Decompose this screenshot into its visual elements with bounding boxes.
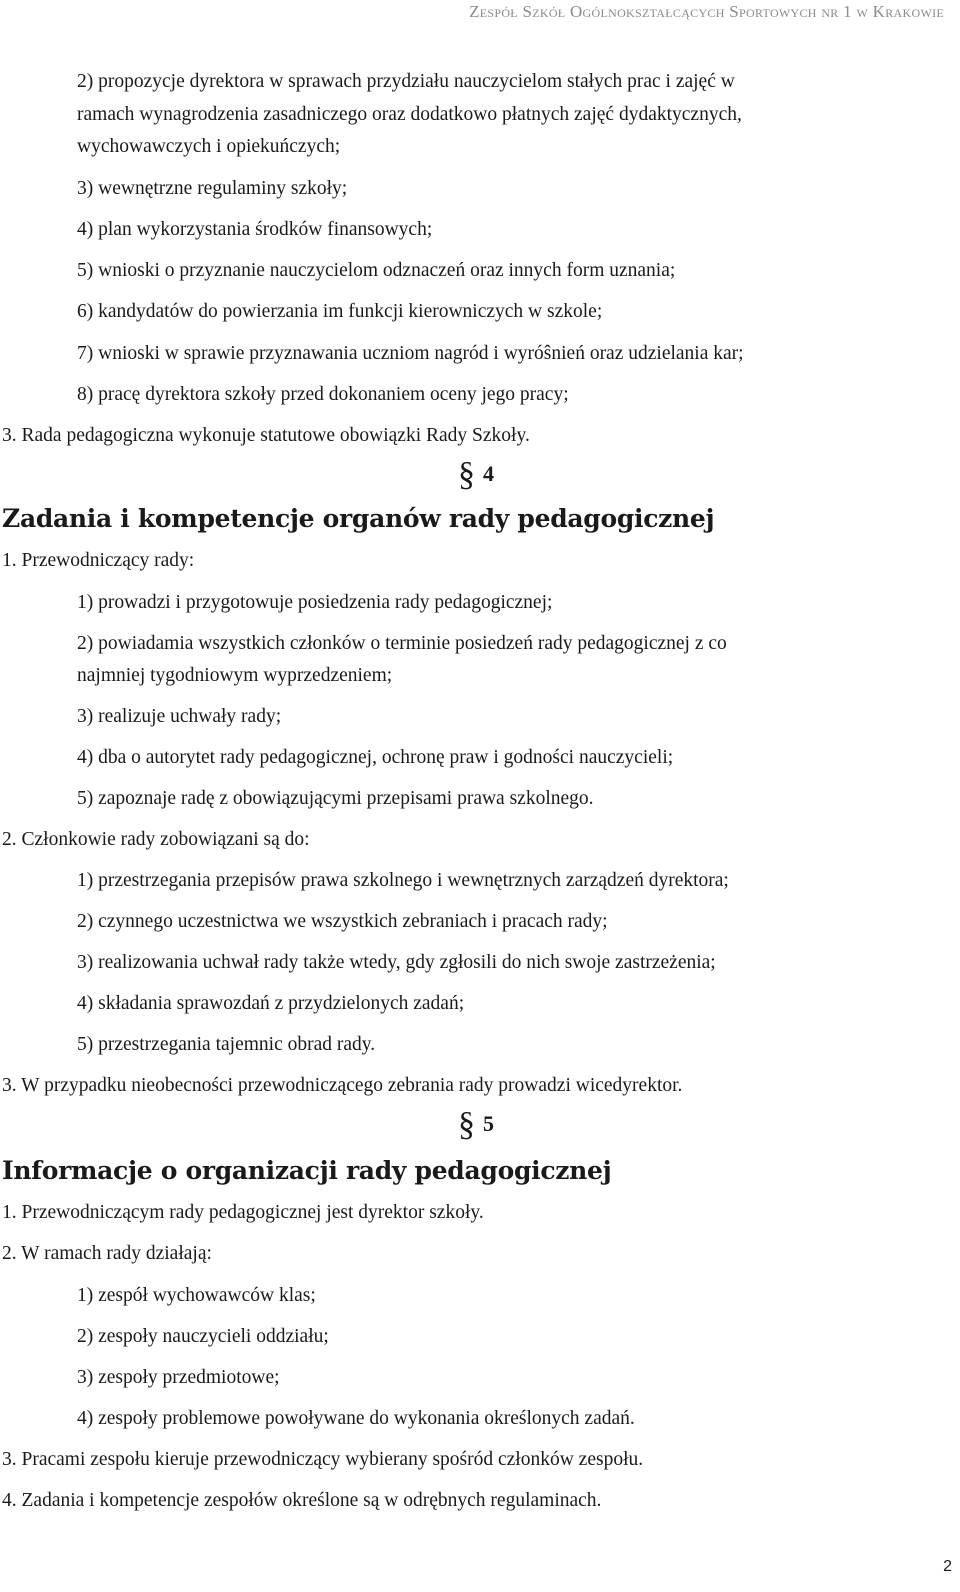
section-symbol: § xyxy=(458,1106,475,1143)
list-item: 3) realizowania uchwał rady także wtedy, gdy zgłosili do nich swoje zastrzeżenia; xyxy=(77,952,716,973)
list-item: 5) przestrzegania tajemnic obrad rady. xyxy=(77,1034,376,1055)
section-number-value: 5 xyxy=(483,1111,494,1136)
paragraph: 4. Zadania i kompetencje zespołów określone są w odrębnych regulaminach. xyxy=(2,1490,602,1511)
list-item: najmniej tygodniowym wyprzedzeniem; xyxy=(77,665,393,686)
section-symbol: § xyxy=(458,456,475,493)
section-heading: Informacje o organizacji rady pedagogicznej xyxy=(2,1156,612,1185)
paragraph: 1. Przewodniczącym rady pedagogicznej jest dyrektor szkoły. xyxy=(2,1202,484,1223)
section-number xyxy=(458,1106,494,1144)
list-item: 6) kandydatów do powierzania im funkcji kierowniczych w szkole; xyxy=(77,301,603,322)
section-number-value: 4 xyxy=(483,461,494,486)
paragraph: 2. W ramach rady działają: xyxy=(2,1243,212,1264)
list-item: 1) prowadzi i przygotowuje posiedzenia rady pedagogicznej; xyxy=(77,592,553,613)
list-item: ramach wynagrodzenia zasadniczego oraz dodatkowo płatnych zajęć dydaktycznych, xyxy=(77,104,742,125)
paragraph: 2. Członkowie rady zobowiązani są do: xyxy=(2,829,310,850)
list-item: 4) plan wykorzystania środków finansowych; xyxy=(77,219,433,240)
list-item: 1) przestrzegania przepisów prawa szkolnego i wewnętrznych zarządzeń dyrektora; xyxy=(77,870,729,891)
page-header: Zespół Szkół Ogólnokształcących Sportowych nr 1 w Krakowie xyxy=(469,2,944,21)
list-item: 7) wnioski w sprawie przyznawania uczniom nagród i wyróŝnień oraz udzielania kar; xyxy=(77,343,744,364)
section-number xyxy=(458,456,494,494)
list-item: 3) zespoły przedmiotowe; xyxy=(77,1367,280,1388)
paragraph: 3. Rada pedagogiczna wykonuje statutowe obowiązki Rady Szkoły. xyxy=(2,425,530,446)
list-item: 2) powiadamia wszystkich członków o terminie posiedzeń rady pedagogicznej z co xyxy=(77,633,727,654)
list-item: 4) składania sprawozdań z przydzielonych zadań; xyxy=(77,993,465,1014)
list-item: 4) zespoły problemowe powoływane do wykonania określonych zadań. xyxy=(77,1408,635,1429)
list-item: 4) dba o autorytet rady pedagogicznej, ochronę praw i godności nauczycieli; xyxy=(77,747,674,768)
paragraph: 3. W przypadku nieobecności przewodniczącego zebrania rady prowadzi wicedyrektor. xyxy=(2,1075,683,1096)
section-heading: Zadania i kompetencje organów rady pedagogicznej xyxy=(2,504,715,533)
paragraph: 3. Pracami zespołu kieruje przewodniczący wybierany spośród członków zespołu. xyxy=(2,1449,644,1470)
list-item: wychowawczych i opiekuńczych; xyxy=(77,136,341,157)
list-item: 8) pracę dyrektora szkoły przed dokonaniem oceny jego pracy; xyxy=(77,384,569,405)
page-number: 2 xyxy=(943,1558,952,1575)
list-item: 5) zapoznaje radę z obowiązującymi przepisami prawa szkolnego. xyxy=(77,788,594,809)
list-item: 3) wewnętrzne regulaminy szkoły; xyxy=(77,178,348,199)
list-item: 2) propozycje dyrektora w sprawach przydziału nauczycielom stałych prac i zajęć w xyxy=(77,71,735,92)
list-item: 3) realizuje uchwały rady; xyxy=(77,706,282,727)
list-item: 2) czynnego uczestnictwa we wszystkich zebraniach i pracach rady; xyxy=(77,911,608,932)
list-item: 1) zespół wychowawców klas; xyxy=(77,1285,316,1306)
list-item: 2) zespoły nauczycieli oddziału; xyxy=(77,1326,329,1347)
paragraph: 1. Przewodniczący rady: xyxy=(2,550,195,571)
list-item: 5) wnioski o przyznanie nauczycielom odznaczeń oraz innych form uznania; xyxy=(77,260,676,281)
